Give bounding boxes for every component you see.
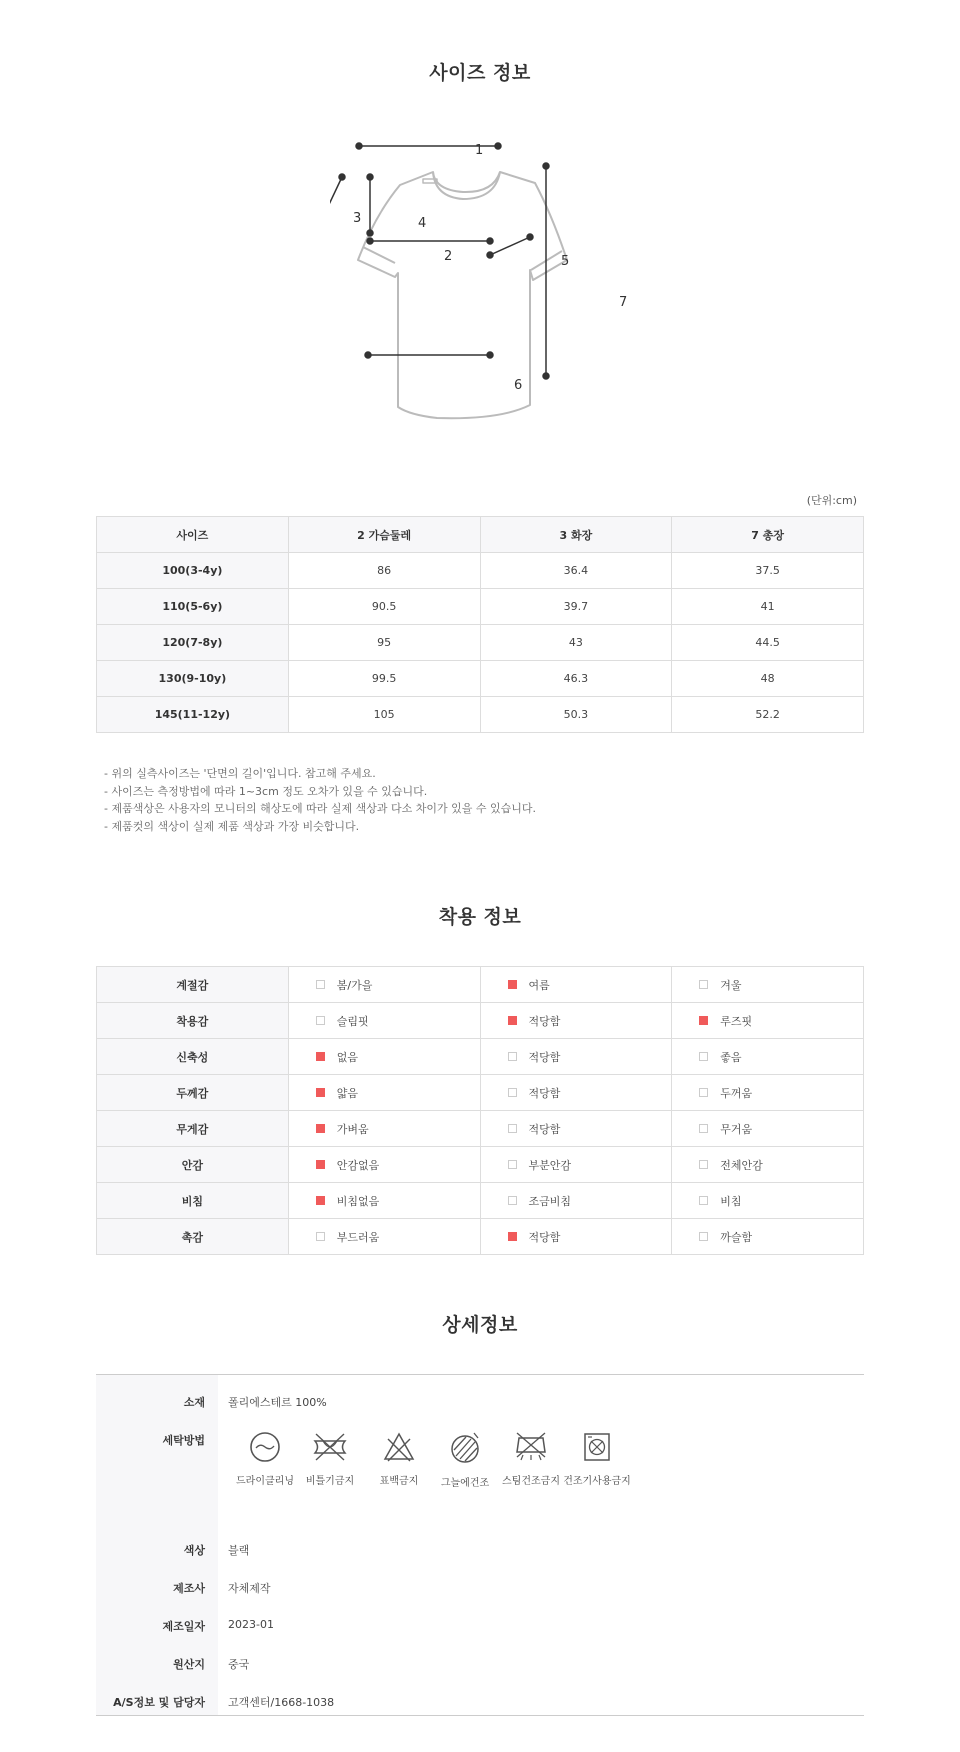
table-cell: 86: [288, 553, 480, 589]
table-cell: 44.5: [672, 625, 864, 661]
fit-row: [97, 1039, 864, 1075]
fit-option: [481, 1229, 561, 1245]
fit-option-cell: [672, 1147, 864, 1183]
fit-option-cell: [480, 1075, 672, 1111]
wash-text: 그늘에건조: [440, 1478, 490, 1489]
fit-option-cell: [480, 967, 672, 1003]
origin-value: 중국: [228, 1658, 250, 1671]
fit-option-cell: [288, 1003, 480, 1039]
wash-text: 건조기사용금지: [563, 1476, 631, 1487]
table-cell: 52.2: [672, 697, 864, 733]
as-value: 고객센터/1668-1038: [228, 1696, 335, 1709]
note-line: - 제품컷의 색상이 실제 제품 색상과 가장 비슷합니다.: [104, 819, 360, 833]
fit-option-label: 무거움: [720, 1122, 753, 1136]
diagram-label-2: 2: [444, 249, 453, 264]
wash-text: 스팀건조금지: [502, 1476, 560, 1487]
color-value: 블랙: [228, 1544, 250, 1557]
material-value: 폴리에스테르 100%: [228, 1396, 327, 1409]
table-cell: 39.7: [480, 589, 672, 625]
fit-row-label: 무게감: [97, 1111, 289, 1147]
table-row: [97, 697, 864, 733]
fit-row-label: 비침: [97, 1183, 289, 1219]
table-row: [97, 661, 864, 697]
fit-option-cell: [672, 967, 864, 1003]
fit-option-label: 부드러움: [336, 1230, 380, 1244]
fit-option-cell: [672, 1183, 864, 1219]
fit-option: [481, 1193, 572, 1209]
detail-info-table: [96, 1374, 864, 1716]
fit-option-label: 안감없음: [336, 1158, 380, 1172]
fit-option: [289, 1193, 380, 1209]
fit-option-cell: [480, 1219, 672, 1255]
fit-option: [289, 1085, 358, 1101]
fit-option-label: 부분안감: [528, 1158, 572, 1172]
fit-option-label: 없음: [336, 1050, 359, 1064]
fit-option-label: 루즈핏: [720, 1014, 753, 1028]
unchecked-box-icon: [699, 1160, 708, 1169]
table-cell: 36.4: [480, 553, 672, 589]
unchecked-box-icon: [508, 1124, 517, 1133]
unchecked-box-icon: [508, 1160, 517, 1169]
unchecked-box-icon: [699, 1052, 708, 1061]
fit-option: [672, 1157, 763, 1173]
table-cell: 41: [672, 589, 864, 625]
table-cell: 37.5: [672, 553, 864, 589]
checked-box-icon: [508, 1232, 517, 1241]
as-label: A/S정보 및 담당자: [113, 1696, 205, 1709]
fit-option-label: 조금비침: [528, 1194, 572, 1208]
fit-option: [672, 1193, 741, 1209]
fit-option-label: 까슬함: [720, 1230, 753, 1244]
table-cell: 48: [672, 661, 864, 697]
fit-row-label: 착용감: [97, 1003, 289, 1039]
note-line: - 사이즈는 측정방법에 따라 1~3cm 정도 오차가 있을 수 있습니다.: [104, 784, 428, 798]
table-cell: 95: [288, 625, 480, 661]
fit-option: [289, 977, 373, 993]
fit-option-label: 적당함: [528, 1086, 561, 1100]
fit-option-cell: [288, 1183, 480, 1219]
fit-option: [481, 1013, 561, 1029]
fit-row-label: 신축성: [97, 1039, 289, 1075]
wash-text: 표백금지: [379, 1476, 419, 1487]
fit-option-label: 좋음: [720, 1050, 742, 1064]
checked-box-icon: [316, 1052, 325, 1061]
fit-option-label: 얇음: [336, 1086, 359, 1100]
color-label: 색상: [183, 1544, 205, 1557]
table-cell: 105: [288, 697, 480, 733]
fit-option-cell: [672, 1003, 864, 1039]
unchecked-box-icon: [699, 1088, 708, 1097]
fit-row: [97, 1111, 864, 1147]
unchecked-box-icon: [508, 1052, 517, 1061]
size-cell: 130(9-10y): [97, 661, 289, 697]
fit-option: [289, 1229, 380, 1245]
tumble-dry-icon: [580, 1430, 614, 1464]
fit-option-cell: [480, 1039, 672, 1075]
tshirt-size-diagram: [330, 135, 630, 435]
diagram-label-1: 1: [475, 143, 484, 158]
fit-option-label: 슬림핏: [336, 1014, 369, 1028]
fit-row: [97, 1183, 864, 1219]
fit-option-cell: [480, 1111, 672, 1147]
fit-row: [97, 1075, 864, 1111]
table-row: [97, 625, 864, 661]
fit-option-cell: [672, 1039, 864, 1075]
unit-label: (단위:cm): [806, 494, 857, 507]
fit-option: [289, 1157, 380, 1173]
fit-option-label: 두꺼움: [720, 1086, 753, 1100]
date-label: 제조일자: [162, 1620, 205, 1633]
wash-label: 세탁방법: [162, 1434, 205, 1447]
fit-option-cell: [288, 1075, 480, 1111]
fit-option: [481, 1157, 572, 1173]
fit-option: [289, 1049, 358, 1065]
fit-option: [672, 1049, 741, 1065]
wash-item: [362, 1430, 436, 1487]
fit-option-label: 비침없음: [336, 1194, 380, 1208]
fit-option: [481, 1121, 561, 1137]
table-cell: 46.3: [480, 661, 672, 697]
fit-option-label: 적당함: [528, 1050, 561, 1064]
size-cell: 100(3-4y): [97, 553, 289, 589]
fit-option-cell: [288, 1111, 480, 1147]
table-header: 2 가슴둘레: [288, 517, 480, 553]
fit-option-cell: [672, 1219, 864, 1255]
fit-table: [96, 966, 864, 1255]
table-cell: 43: [480, 625, 672, 661]
checked-box-icon: [316, 1088, 325, 1097]
fit-option: [289, 1013, 369, 1029]
fit-option-cell: [480, 1003, 672, 1039]
fit-row-label: 계절감: [97, 967, 289, 1003]
date-value: 2023-01: [228, 1618, 274, 1631]
fit-option: [289, 1121, 369, 1137]
checked-box-icon: [316, 1160, 325, 1169]
unchecked-box-icon: [699, 1196, 708, 1205]
table-header: 7 총장: [672, 517, 864, 553]
unchecked-box-icon: [316, 1232, 325, 1241]
fit-option-label: 겨울: [720, 978, 742, 992]
fit-option-label: 봄/가을: [336, 978, 373, 992]
table-cell: 90.5: [288, 589, 480, 625]
wash-item: [228, 1430, 302, 1487]
fit-row-label: 촉감: [97, 1219, 289, 1255]
fit-option-cell: [288, 1147, 480, 1183]
table-row: [97, 589, 864, 625]
fit-option-cell: [288, 1039, 480, 1075]
wash-item: [293, 1430, 367, 1487]
fit-row: [97, 1219, 864, 1255]
fit-option: [672, 977, 741, 993]
fit-option-label: 가벼움: [336, 1122, 369, 1136]
note-line: - 위의 실측사이즈는 '단면의 길이'입니다. 참고해 주세요.: [104, 767, 376, 780]
table-cell: 99.5: [288, 661, 480, 697]
fit-option: [672, 1229, 752, 1245]
checked-box-icon: [508, 980, 517, 989]
unchecked-box-icon: [316, 980, 325, 989]
wash-item: [428, 1430, 502, 1489]
table-header: 3 화장: [480, 517, 672, 553]
fit-option-cell: [288, 1219, 480, 1255]
maker-label: 제조사: [173, 1582, 205, 1595]
wash-text: 드라이클리닝: [236, 1476, 294, 1487]
unchecked-box-icon: [699, 1232, 708, 1241]
checked-box-icon: [316, 1196, 325, 1205]
fit-section-title: 착용 정보: [438, 906, 522, 928]
fit-option: [672, 1121, 752, 1137]
fit-option: [481, 1085, 561, 1101]
fit-option: [481, 977, 550, 993]
unchecked-box-icon: [508, 1196, 517, 1205]
fit-option: [672, 1013, 752, 1029]
checked-box-icon: [699, 1016, 708, 1025]
wash-item: [494, 1430, 568, 1487]
fit-option: [481, 1049, 561, 1065]
fit-option: [672, 1085, 752, 1101]
fit-row: [97, 1147, 864, 1183]
fit-option-label: 적당함: [528, 1014, 561, 1028]
unchecked-box-icon: [699, 980, 708, 989]
no-bleach-icon: [382, 1430, 416, 1464]
fit-option-cell: [480, 1147, 672, 1183]
wash-icons: [228, 1430, 748, 1520]
size-cell: 110(5-6y): [97, 589, 289, 625]
checked-box-icon: [316, 1124, 325, 1133]
fit-option-label: 적당함: [528, 1230, 561, 1244]
dry-clean-icon: [248, 1430, 282, 1464]
wash-text: 비틀기금지: [305, 1476, 355, 1487]
fit-option-label: 여름: [528, 978, 550, 992]
origin-label: 원산지: [173, 1658, 205, 1671]
size-section-title: 사이즈 정보: [429, 62, 531, 84]
table-header: 사이즈: [97, 517, 289, 553]
diagram-label-3: 3: [353, 211, 362, 226]
note-line: - 제품색상은 사용자의 모니터의 해상도에 따라 실제 색상과 다소 차이가 있을 수 있습니다.: [104, 802, 536, 815]
size-table: [96, 516, 864, 733]
unchecked-box-icon: [316, 1016, 325, 1025]
no-wring-icon: [311, 1430, 349, 1464]
wash-item: [560, 1430, 634, 1487]
size-cell: 120(7-8y): [97, 625, 289, 661]
diagram-label-6: 6: [514, 378, 523, 393]
size-cell: 145(11-12y): [97, 697, 289, 733]
no-steam-dry-icon: [513, 1430, 549, 1464]
fit-row-label: 두께감: [97, 1075, 289, 1111]
diagram-label-7: 7: [619, 295, 628, 310]
fit-option-label: 전체안감: [720, 1158, 763, 1172]
diagram-label-4: 4: [418, 216, 427, 231]
shade-dry-icon: [447, 1430, 483, 1466]
checked-box-icon: [508, 1016, 517, 1025]
fit-row: [97, 967, 864, 1003]
fit-row-label: 안감: [97, 1147, 289, 1183]
table-cell: 50.3: [480, 697, 672, 733]
table-header-row: [97, 517, 864, 553]
fit-option-cell: [672, 1075, 864, 1111]
fit-option-cell: [480, 1183, 672, 1219]
detail-section-title: 상세정보: [442, 1314, 518, 1336]
fit-option-cell: [288, 967, 480, 1003]
material-label: 소재: [183, 1396, 205, 1409]
unchecked-box-icon: [699, 1124, 708, 1133]
maker-value: 자체제작: [228, 1582, 271, 1595]
diagram-label-5: 5: [561, 254, 570, 269]
fit-option-label: 비침: [720, 1194, 742, 1208]
table-row: [97, 553, 864, 589]
fit-option-label: 적당함: [528, 1122, 561, 1136]
fit-option-cell: [672, 1111, 864, 1147]
size-notes: [104, 765, 536, 835]
unchecked-box-icon: [508, 1088, 517, 1097]
fit-row: [97, 1003, 864, 1039]
